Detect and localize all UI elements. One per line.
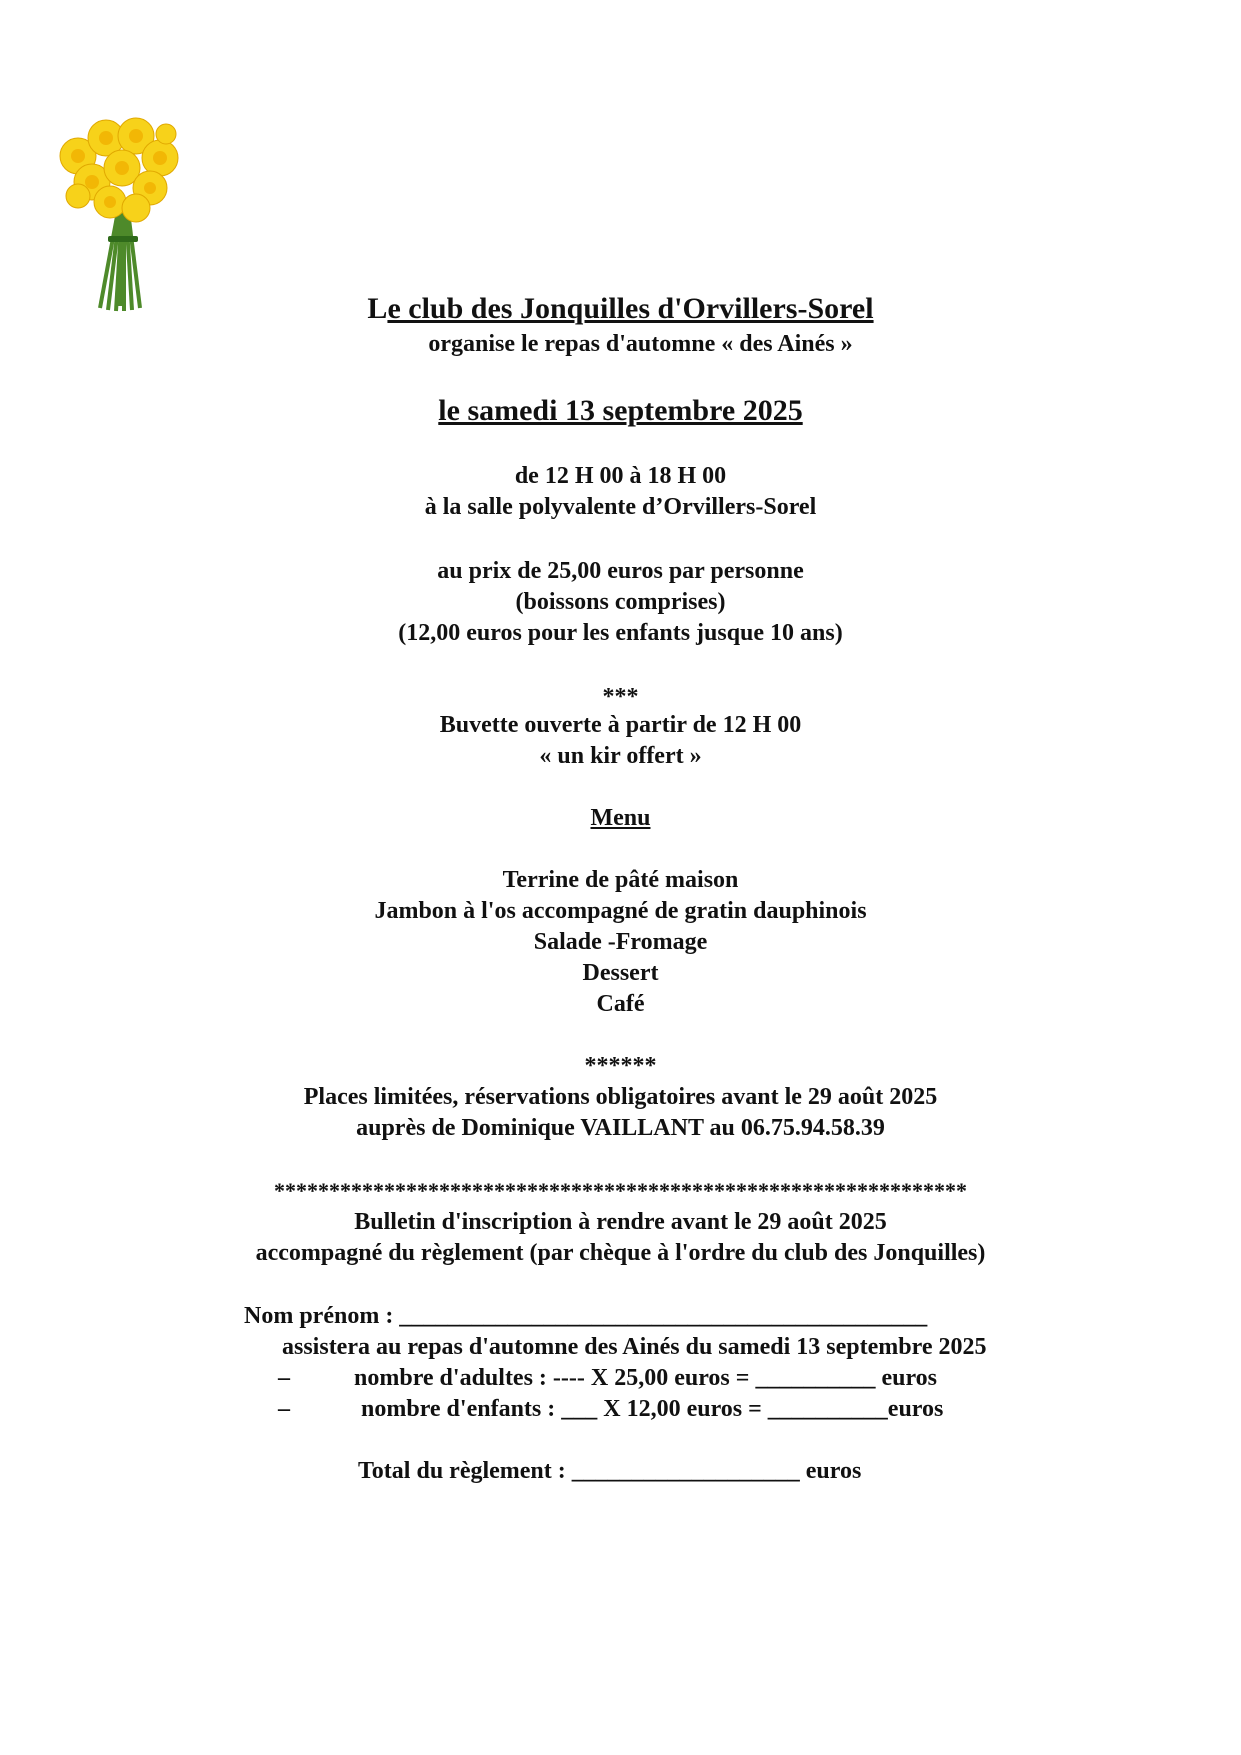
form-attendance-line: assistera au repas d'automne des Ainés du samedi 13 septembre 2025 bbox=[282, 1334, 987, 1360]
event-title bbox=[0, 292, 1241, 326]
form-separator: *************************************************************** bbox=[274, 1178, 967, 1203]
event-venue: à la salle polyvalente d’Orvillers-Sorel bbox=[424, 494, 817, 520]
separator-stars-1: *** bbox=[602, 684, 639, 710]
reservation-line-2: auprès de Dominique VAILLANT au 06.75.94.58.39 bbox=[356, 1115, 885, 1141]
event-date-wrap bbox=[0, 394, 1241, 428]
event-date: le samedi 13 septembre 2025 bbox=[438, 394, 803, 427]
daffodil-bouquet-image bbox=[48, 116, 188, 316]
form-children-field[interactable]: nombre d'enfants : ___ X 12,00 euros = __________euros bbox=[361, 1396, 944, 1422]
form-total-field[interactable]: Total du règlement : ___________________ euros bbox=[358, 1458, 862, 1484]
menu-heading: Menu bbox=[590, 805, 651, 831]
form-payment-note: accompagné du règlement (par chèque à l'ordre du club des Jonquilles) bbox=[255, 1240, 986, 1266]
form-adults-field[interactable]: nombre d'adultes : ---- X 25,00 euros = __________ euros bbox=[354, 1365, 938, 1391]
event-title-rest: e club des Jonquilles d'Orvillers-Sorel bbox=[387, 292, 874, 325]
menu-item: Dessert bbox=[582, 960, 659, 986]
form-title: Bulletin d'inscription à rendre avant le 29 août 2025 bbox=[354, 1209, 887, 1235]
menu-item: Salade -Fromage bbox=[533, 929, 708, 955]
flower-heads bbox=[60, 118, 178, 222]
event-hours: de 12 H 00 à 18 H 00 bbox=[514, 463, 727, 489]
event-subtitle: organise le repas d'automne « des Ainés » bbox=[428, 331, 853, 357]
separator-stars-2: ****** bbox=[584, 1053, 657, 1079]
bullet-dash: – bbox=[278, 1396, 290, 1422]
event-title-prefix: L bbox=[367, 292, 388, 325]
menu-item: Terrine de pâté maison bbox=[502, 867, 739, 893]
reservation-line-1: Places limitées, réservations obligatoires avant le 29 août 2025 bbox=[303, 1084, 938, 1110]
kir-offer: « un kir offert » bbox=[539, 743, 702, 769]
event-children-price: (12,00 euros pour les enfants jusque 10 ans) bbox=[398, 620, 843, 646]
event-price: au prix de 25,00 euros par personne bbox=[437, 558, 804, 584]
stem-tie bbox=[108, 236, 138, 242]
menu-heading-wrap bbox=[0, 804, 1241, 832]
bar-info: Buvette ouverte à partir de 12 H 00 bbox=[439, 712, 802, 738]
menu-item: Café bbox=[596, 991, 645, 1017]
menu-item: Jambon à l'os accompagné de gratin dauphinois bbox=[374, 898, 867, 924]
bullet-dash: – bbox=[278, 1365, 290, 1391]
event-drinks: (boissons comprises) bbox=[515, 589, 726, 615]
form-name-field[interactable]: Nom prénom : ____________________________________________ bbox=[244, 1303, 928, 1329]
